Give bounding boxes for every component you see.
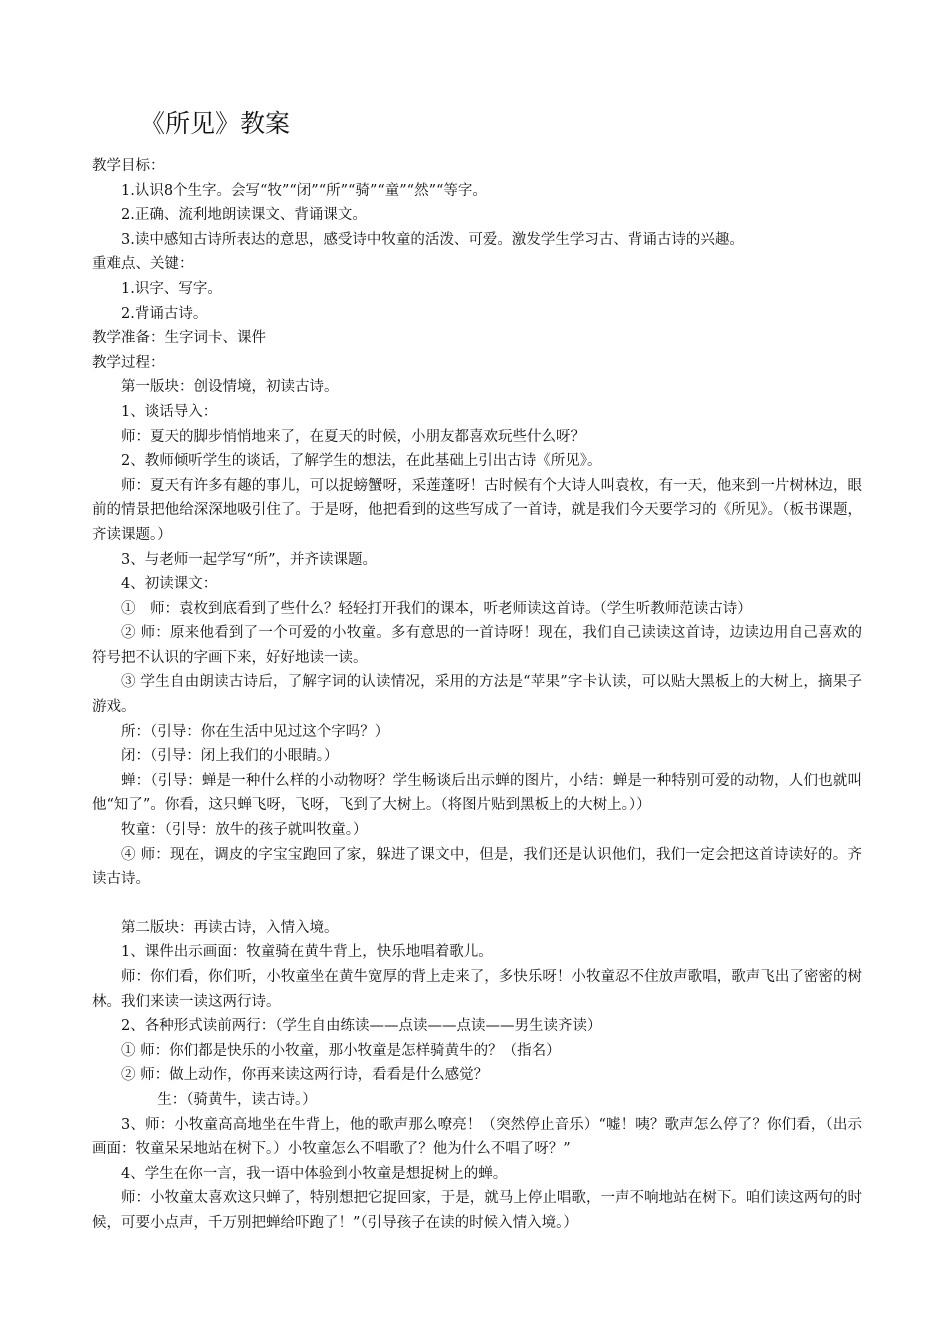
lesson-plan-document [92, 104, 862, 1236]
paragraph: 4、学生在你一言，我一语中体验到小牧童是想捉树上的蝉。 [121, 1165, 508, 1182]
paragraph: ② 师：原来他看到了一个可爱的小牧童。多有意思的一首诗呀！现在，我们自己读读这首诗，边读边用自己喜欢的符号把不认识的字画下来，好好地读一读。 [92, 625, 862, 666]
paragraph: ② 师：做上动作，你再来读这两行诗，看看是什么感觉？ [121, 1067, 489, 1084]
paragraph: 2、教师倾听学生的谈话，了解学生的想法，在此基础上引出古诗《所见》。 [121, 453, 602, 470]
paragraph: ① 师：你们都是快乐的小牧童，那小牧童是怎样骑黄牛的？（指名） [121, 1042, 561, 1059]
paragraph: 第二版块：再读古诗，入情入境。 [121, 919, 339, 936]
paragraph: ① 师：袁枚到底看到了些什么？轻轻打开我们的课本，听老师读这首诗。（学生听教师范读古诗） [121, 600, 752, 617]
blank-line [92, 892, 862, 916]
paragraph: 1.识字、写字。 [121, 280, 222, 297]
document-title: 《所见》教案 [140, 109, 291, 138]
paragraph: 教学目标： [92, 158, 165, 174]
document-body [92, 154, 862, 1236]
paragraph: 第一版块：创设情境，初读古诗。 [121, 379, 339, 396]
paragraph: 教学准备：生字词卡、课件 [92, 330, 266, 347]
paragraph: 师：夏天的脚步悄悄地来了，在夏天的时候，小朋友都喜欢玩些什么呀？ [121, 428, 585, 445]
paragraph: 蝉：（引导：蝉是一种什么样的小动物呀？学生畅谈后出示蝉的图片，小结：蝉是一种特别可爱的动物，人们也就叫他“知了”。你看，这只蝉飞呀，飞呀，飞到了大树上。（将图片贴到黑板上的大树上。）） [92, 772, 862, 814]
paragraph: 1、谈话导入： [121, 403, 218, 420]
paragraph: 3、师：小牧童高高地坐在牛背上，他的歌声那么嘹亮！（突然停止音乐）“嘘！咦？歌声怎么停了？你们看，（出示画面：牧童呆呆地站在树下。）小牧童怎么不唱歌了？他为什么不唱了呀？” [92, 1116, 862, 1158]
paragraph: ③ 学生自由朗读古诗后，了解字词的认读情况，采用的方法是“苹果”字卡认读，可以贴大黑板上的大树上，摘果子游戏。 [92, 674, 862, 716]
paragraph: 2.背诵古诗。 [121, 305, 208, 322]
paragraph: 2.正确、流利地朗读课文、背诵课文。 [121, 207, 367, 224]
paragraph: 师：小牧童太喜欢这只蝉了，特别想把它捉回家，于是，就马上停止唱歌，一声不响地站在树下。咱们读这两句的时候，可要小点声，千万别把蝉给吓跑了！”（引导孩子在读的时候入情入境。） [92, 1190, 862, 1231]
paragraph: 生：（骑黄牛，读古诗。） [157, 1091, 317, 1108]
paragraph: 1.认识8个生字。会写“牧”“闭”“所”“骑”“童”“然”“等字。 [121, 182, 487, 199]
paragraph: 教学过程： [92, 354, 165, 371]
paragraph: 1、课件出示画面：牧童骑在黄牛背上，快乐地唱着歌儿。 [121, 944, 493, 961]
paragraph: 3、与老师一起学写“所”，并齐读课题。 [121, 551, 378, 568]
paragraph: 所：（引导：你在生活中见过这个字吗？） [121, 723, 390, 740]
paragraph: 2、各种形式读前两行：（学生自由练读——点读——点读——男生读齐读） [121, 1018, 602, 1035]
paragraph: 师：你们看，你们听，小牧童坐在黄牛宽厚的背上走来了，多快乐呀！小牧童忍不住放声歌唱，歌声飞出了密密的树林。我们来读一读这两行诗。 [92, 969, 862, 1010]
paragraph: ④ 师：现在，调皮的字宝宝跑回了家，躲进了课文中，但是，我们还是认识他们，我们一定会把这首诗读好的。齐读古诗。 [92, 846, 862, 888]
paragraph: 3.读中感知古诗所表达的意思，感受诗中牧童的活泼、可爱。激发学生学习古、背诵古诗的兴趣。 [121, 231, 744, 248]
paragraph: 牧童：（引导：放牛的孩子就叫牧童。） [121, 822, 368, 839]
paragraph: 重难点、关键： [92, 256, 194, 273]
paragraph: 闭：（引导：闭上我们的小眼睛。） [121, 748, 339, 765]
paragraph: 师：夏天有许多有趣的事儿，可以捉螃蟹呀，采莲蓬呀！古时候有个大诗人叫袁枚，有一天，他来到一片树林边，眼前的情景把他给深深地吸引住了。于是呀，他把看到的这些写成了一首诗，就是我们今天要学习的《所见》。（板书课题，齐读课题。） [92, 477, 862, 543]
paragraph: 4、初读课文： [121, 576, 218, 593]
